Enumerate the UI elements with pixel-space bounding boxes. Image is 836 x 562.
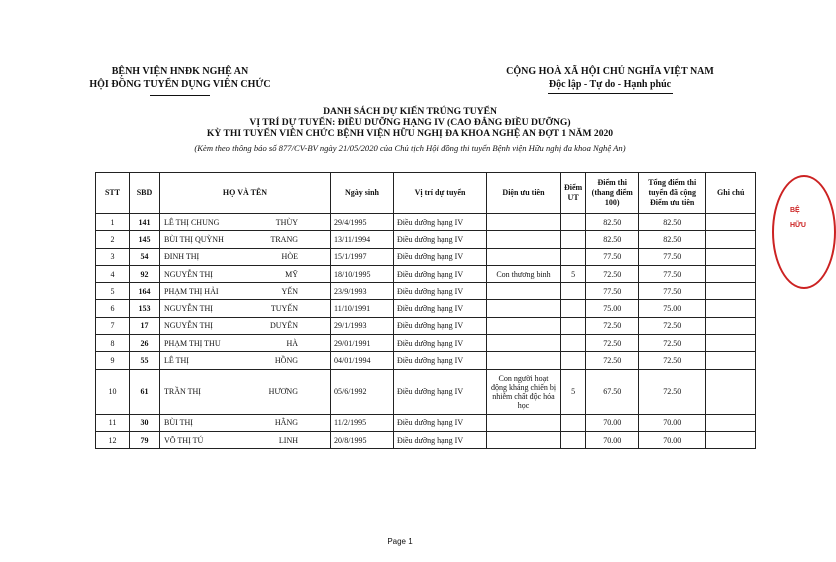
cell-sbd: 55 xyxy=(130,352,160,369)
cell-note xyxy=(706,317,756,334)
cell-score: 67.50 xyxy=(586,369,639,414)
title-line-1: DANH SÁCH DỰ KIẾN TRÚNG TUYỂN xyxy=(323,106,497,117)
table-row xyxy=(96,317,756,334)
red-stamp xyxy=(772,175,836,289)
cell-last-name: TRẦN THỊ xyxy=(164,387,201,397)
table-row xyxy=(96,248,756,265)
cell-note xyxy=(706,414,756,431)
cell-last-name: ĐINH THỊ xyxy=(164,252,200,262)
cell-priority xyxy=(487,283,561,300)
cell-first-name: DUYÊN xyxy=(270,321,298,331)
cell-sbd: 153 xyxy=(130,300,160,317)
document-note: (Kèm theo thông báo số 877/CV-BV ngày 21/05/2020 của Chủ tịch Hội đồng thi tuyển Bệnh viện Hữu nghị đa khoa Nghệ An) xyxy=(194,143,626,153)
table-row xyxy=(96,369,756,414)
cell-total: 72.50 xyxy=(639,335,706,352)
cell-note xyxy=(706,431,756,448)
cell-last-name: NGUYỄN THỊ xyxy=(164,321,213,331)
cell-total: 75.00 xyxy=(639,300,706,317)
table-row xyxy=(96,231,756,248)
cell-first-name: HƯƠNG xyxy=(268,387,298,397)
cell-total: 72.50 xyxy=(639,369,706,414)
cell-sbd: 164 xyxy=(130,283,160,300)
stamp-text-2: HỮU xyxy=(790,222,806,229)
cell-dob: 29/01/1991 xyxy=(331,335,394,352)
cell-last-name: BÙI THỊ QUỲNH xyxy=(164,234,224,244)
cell-priority xyxy=(487,248,561,265)
cell-total: 82.50 xyxy=(639,214,706,231)
cell-name xyxy=(160,352,331,369)
cell-sbd: 54 xyxy=(130,248,160,265)
cell-stt: 12 xyxy=(96,431,130,448)
cell-score: 72.50 xyxy=(586,335,639,352)
council-name: HỘI ĐỒNG TUYỂN DỤNG VIÊN CHỨC xyxy=(89,79,271,90)
cell-sbd: 141 xyxy=(130,214,160,231)
col-name: HỌ VÀ TÊN xyxy=(160,173,331,214)
cell-total: 77.50 xyxy=(639,283,706,300)
cell-sbd: 17 xyxy=(130,317,160,334)
cell-priority xyxy=(487,335,561,352)
cell-score: 72.50 xyxy=(586,352,639,369)
col-sbd: SBD xyxy=(130,173,160,214)
cell-ut xyxy=(561,283,586,300)
table-row xyxy=(96,414,756,431)
cell-score: 82.50 xyxy=(586,231,639,248)
hospital-name: BỆNH VIỆN HNĐK NGHỆ AN xyxy=(111,66,249,77)
cell-total: 72.50 xyxy=(639,317,706,334)
cell-name xyxy=(160,248,331,265)
cell-stt: 2 xyxy=(96,231,130,248)
cell-dob: 23/9/1993 xyxy=(331,283,394,300)
cell-first-name: THÙY xyxy=(275,217,298,227)
cell-ut xyxy=(561,414,586,431)
cell-dob: 05/6/1992 xyxy=(331,369,394,414)
cell-last-name: NGUYỄN THỊ xyxy=(164,269,213,279)
cell-first-name: MỸ xyxy=(285,269,298,279)
cell-note xyxy=(706,352,756,369)
cell-priority xyxy=(487,414,561,431)
cell-sbd: 26 xyxy=(130,335,160,352)
cell-score: 75.00 xyxy=(586,300,639,317)
cell-priority xyxy=(487,352,561,369)
table-row xyxy=(96,283,756,300)
cell-priority: Con thương binh xyxy=(487,265,561,282)
cell-first-name: TRANG xyxy=(270,234,298,244)
cell-first-name: YẾN xyxy=(281,286,298,296)
cell-priority xyxy=(487,317,561,334)
cell-note xyxy=(706,283,756,300)
table-header-row xyxy=(96,173,756,214)
cell-last-name: NGUYỄN THỊ xyxy=(164,304,213,314)
cell-name xyxy=(160,265,331,282)
cell-ut xyxy=(561,352,586,369)
cell-ut: 5 xyxy=(561,265,586,282)
cell-name xyxy=(160,283,331,300)
cell-stt: 10 xyxy=(96,369,130,414)
cell-score: 77.50 xyxy=(586,248,639,265)
header-left-underline xyxy=(150,95,210,96)
cell-position: Điều dưỡng hạng IV xyxy=(394,317,487,334)
cell-position: Điều dưỡng hạng IV xyxy=(394,300,487,317)
country-name: CỘNG HOÀ XÃ HỘI CHỦ NGHĨA VIỆT NAM xyxy=(506,66,714,77)
cell-stt: 1 xyxy=(96,214,130,231)
table-row xyxy=(96,431,756,448)
header-right xyxy=(475,65,745,94)
cell-priority xyxy=(487,300,561,317)
col-ut: Điểm UT xyxy=(561,173,586,214)
cell-sbd: 30 xyxy=(130,414,160,431)
cell-first-name: HÒE xyxy=(281,252,298,262)
col-position: Vị trí dự tuyển xyxy=(394,173,487,214)
cell-dob: 20/8/1995 xyxy=(331,431,394,448)
cell-name xyxy=(160,300,331,317)
header-right-underline xyxy=(548,93,673,94)
cell-ut xyxy=(561,431,586,448)
cell-sbd: 79 xyxy=(130,431,160,448)
cell-last-name: PHẠM THỊ HẢI xyxy=(164,286,219,296)
cell-stt: 5 xyxy=(96,283,130,300)
cell-score: 77.50 xyxy=(586,283,639,300)
title-line-3: KỲ THI TUYỂN VIÊN CHỨC BỆNH VIỆN HỮU NGHỊ ĐA KHOA NGHỆ AN ĐỢT 1 NĂM 2020 xyxy=(206,128,614,140)
header-left xyxy=(80,65,280,96)
cell-priority xyxy=(487,431,561,448)
cell-note xyxy=(706,369,756,414)
cell-first-name: HÀ xyxy=(286,338,298,348)
cell-ut xyxy=(561,300,586,317)
cell-position: Điều dưỡng hạng IV xyxy=(394,431,487,448)
cell-name xyxy=(160,335,331,352)
cell-score: 70.00 xyxy=(586,414,639,431)
cell-note xyxy=(706,300,756,317)
cell-score: 82.50 xyxy=(586,214,639,231)
table-row xyxy=(96,352,756,369)
cell-dob: 11/10/1991 xyxy=(331,300,394,317)
cell-priority xyxy=(487,231,561,248)
col-score: Điểm thi (thang điểm 100) xyxy=(586,173,639,214)
cell-sbd: 61 xyxy=(130,369,160,414)
cell-last-name: BÙI THỊ xyxy=(164,418,193,428)
cell-position: Điều dưỡng hạng IV xyxy=(394,248,487,265)
cell-sbd: 92 xyxy=(130,265,160,282)
cell-last-name: VÕ THỊ TÚ xyxy=(164,435,204,445)
table-row xyxy=(96,265,756,282)
cell-stt: 9 xyxy=(96,352,130,369)
cell-score: 72.50 xyxy=(586,317,639,334)
cell-dob: 15/1/1997 xyxy=(331,248,394,265)
cell-last-name: PHẠM THỊ THU xyxy=(164,338,221,348)
cell-priority: Con người hoạt động kháng chiến bị nhiễm chất độc hóa học xyxy=(487,369,561,414)
cell-stt: 7 xyxy=(96,317,130,334)
cell-position: Điều dưỡng hạng IV xyxy=(394,231,487,248)
cell-first-name: TUYẾN xyxy=(270,304,298,314)
cell-ut xyxy=(561,231,586,248)
cell-note xyxy=(706,214,756,231)
cell-first-name: HỒNG xyxy=(274,356,298,366)
title-line-2: VỊ TRÍ DỰ TUYỂN: ĐIỀU DƯỠNG HẠNG IV (CAO ĐẲNG ĐIỀU DƯỠNG) xyxy=(249,117,571,129)
cell-last-name: LÊ THỊ xyxy=(164,356,189,366)
cell-stt: 6 xyxy=(96,300,130,317)
cell-total: 82.50 xyxy=(639,231,706,248)
cell-ut xyxy=(561,248,586,265)
cell-first-name: HẰNG xyxy=(274,418,298,428)
cell-total: 72.50 xyxy=(639,352,706,369)
cell-name xyxy=(160,431,331,448)
page-number: Page 1 xyxy=(387,537,413,546)
cell-note xyxy=(706,265,756,282)
cell-stt: 8 xyxy=(96,335,130,352)
cell-dob: 29/4/1995 xyxy=(331,214,394,231)
cell-priority xyxy=(487,214,561,231)
cell-dob: 04/01/1994 xyxy=(331,352,394,369)
cell-total: 70.00 xyxy=(639,414,706,431)
cell-position: Điều dưỡng hạng IV xyxy=(394,352,487,369)
cell-ut xyxy=(561,214,586,231)
cell-total: 70.00 xyxy=(639,431,706,448)
cell-dob: 13/11/1994 xyxy=(331,231,394,248)
cell-note xyxy=(706,335,756,352)
col-total: Tổng điểm thi tuyển đã cộng Điểm ưu tiên xyxy=(639,173,706,214)
cell-name xyxy=(160,231,331,248)
cell-dob: 18/10/1995 xyxy=(331,265,394,282)
cell-position: Điều dưỡng hạng IV xyxy=(394,265,487,282)
cell-name xyxy=(160,214,331,231)
cell-position: Điều dưỡng hạng IV xyxy=(394,283,487,300)
cell-name xyxy=(160,414,331,431)
cell-position: Điều dưỡng hạng IV xyxy=(394,214,487,231)
cell-stt: 3 xyxy=(96,248,130,265)
col-dob: Ngày sinh xyxy=(331,173,394,214)
stamp-text-1: BỆ xyxy=(790,207,800,214)
cell-ut xyxy=(561,317,586,334)
col-priority: Diện ưu tiên xyxy=(487,173,561,214)
cell-name xyxy=(160,369,331,414)
motto: Độc lập - Tự do - Hạnh phúc xyxy=(548,79,672,90)
cell-dob: 29/1/1993 xyxy=(331,317,394,334)
cell-position: Điều dưỡng hạng IV xyxy=(394,369,487,414)
cell-total: 77.50 xyxy=(639,265,706,282)
cell-stt: 4 xyxy=(96,265,130,282)
document-titles xyxy=(90,106,730,140)
candidate-table xyxy=(95,172,756,449)
cell-sbd: 145 xyxy=(130,231,160,248)
cell-stt: 11 xyxy=(96,414,130,431)
cell-score: 72.50 xyxy=(586,265,639,282)
cell-total: 77.50 xyxy=(639,248,706,265)
table-row xyxy=(96,300,756,317)
col-stt: STT xyxy=(96,173,130,214)
table-row xyxy=(96,335,756,352)
cell-position: Điều dưỡng hạng IV xyxy=(394,335,487,352)
cell-ut: 5 xyxy=(561,369,586,414)
col-note: Ghi chú xyxy=(706,173,756,214)
cell-name xyxy=(160,317,331,334)
cell-score: 70.00 xyxy=(586,431,639,448)
cell-note xyxy=(706,231,756,248)
cell-note xyxy=(706,248,756,265)
cell-last-name: LÊ THỊ CHUNG xyxy=(164,217,220,227)
cell-position: Điều dưỡng hạng IV xyxy=(394,414,487,431)
cell-dob: 11/2/1995 xyxy=(331,414,394,431)
cell-ut xyxy=(561,335,586,352)
cell-first-name: LINH xyxy=(278,435,298,445)
table-row xyxy=(96,214,756,231)
